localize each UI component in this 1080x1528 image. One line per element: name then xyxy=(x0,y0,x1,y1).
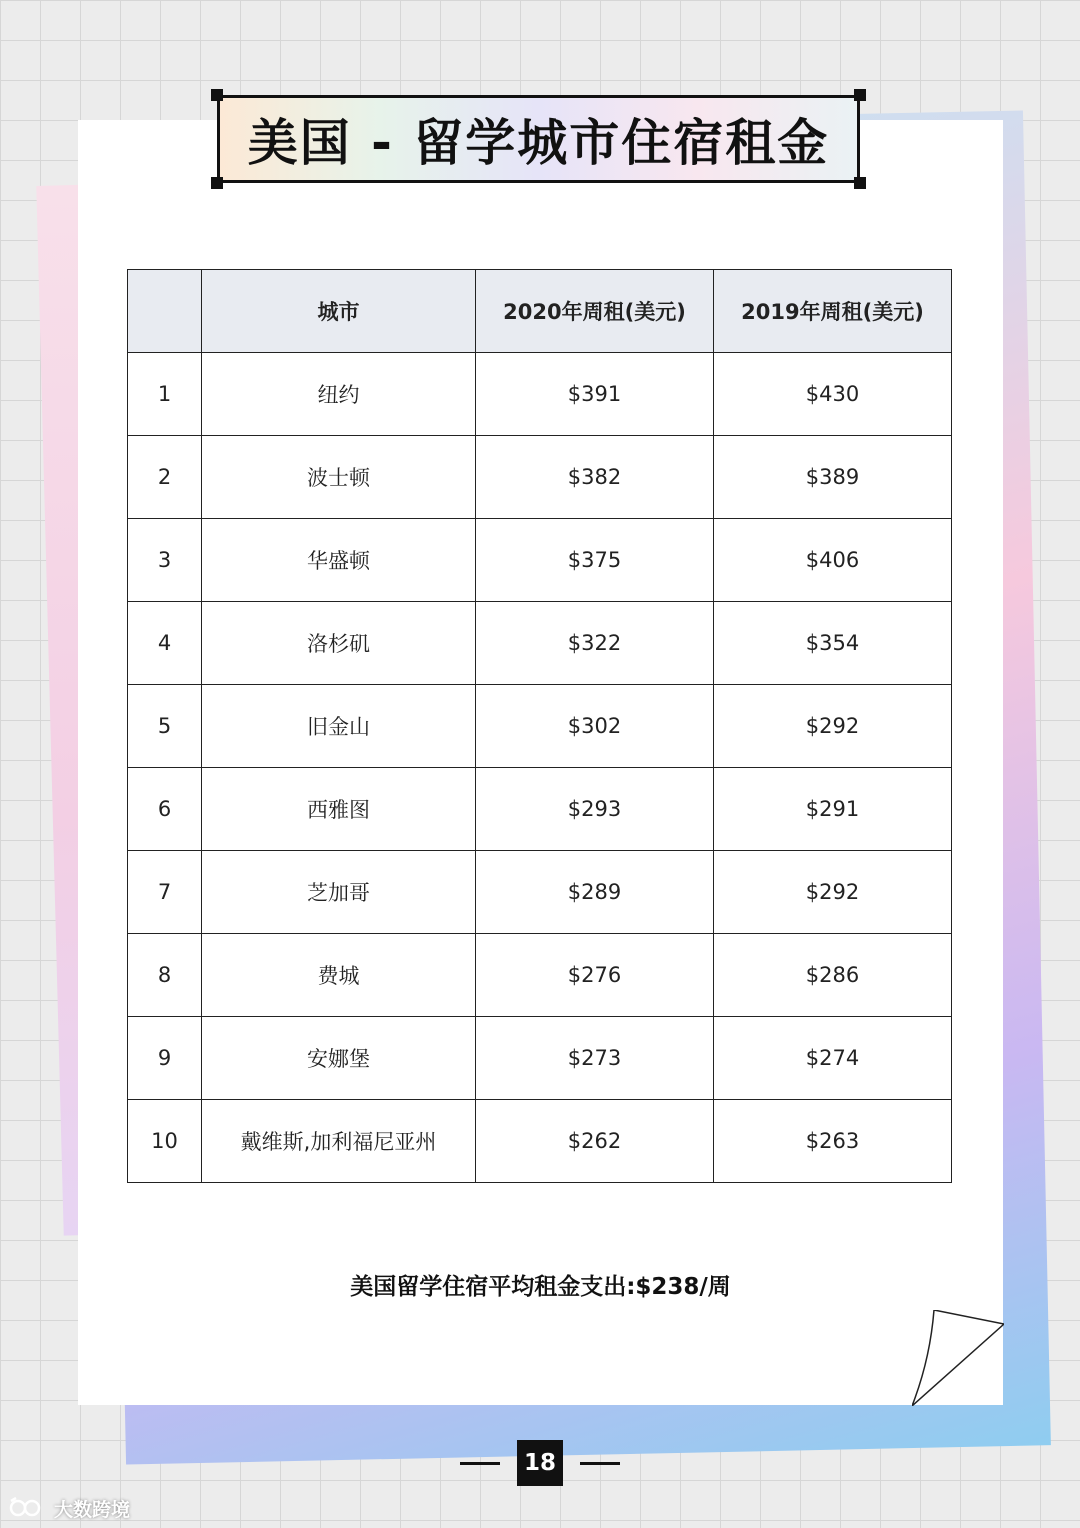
table-header-row xyxy=(128,270,952,353)
page-curl-icon xyxy=(912,1310,1004,1406)
rank-cell: 3 xyxy=(128,519,202,602)
rank-cell: 8 xyxy=(128,934,202,1017)
table-row xyxy=(128,851,952,934)
rent-2019-cell: $406 xyxy=(714,519,952,602)
rank-cell: 7 xyxy=(128,851,202,934)
city-cell: 华盛顿 xyxy=(202,519,476,602)
table-row xyxy=(128,602,952,685)
rent-2020-cell: $382 xyxy=(476,436,714,519)
page-number-badge: 18 xyxy=(517,1440,563,1486)
page-title-box xyxy=(217,95,860,183)
rent-2020-cell: $276 xyxy=(476,934,714,1017)
rent-2020-cell: $293 xyxy=(476,768,714,851)
header-rank xyxy=(128,270,202,353)
rent-2020-cell: $262 xyxy=(476,1100,714,1183)
city-cell: 费城 xyxy=(202,934,476,1017)
city-cell: 洛杉矶 xyxy=(202,602,476,685)
rank-cell: 5 xyxy=(128,685,202,768)
rent-2019-cell: $389 xyxy=(714,436,952,519)
header-rent-2019: 2019年周租(美元) xyxy=(714,270,952,353)
header-rent-2020: 2020年周租(美元) xyxy=(476,270,714,353)
rent-table xyxy=(127,269,952,1183)
city-cell: 旧金山 xyxy=(202,685,476,768)
rent-2020-cell: $302 xyxy=(476,685,714,768)
table-row xyxy=(128,768,952,851)
rent-2020-cell: $289 xyxy=(476,851,714,934)
table-row xyxy=(128,436,952,519)
rent-2019-cell: $292 xyxy=(714,685,952,768)
source-watermark xyxy=(8,1494,130,1522)
city-cell: 安娜堡 xyxy=(202,1017,476,1100)
source-label: 大数跨境 xyxy=(54,1498,131,1521)
rank-cell: 1 xyxy=(128,353,202,436)
rent-2019-cell: $430 xyxy=(714,353,952,436)
rank-cell: 2 xyxy=(128,436,202,519)
title-corner-top-left xyxy=(211,89,223,101)
rent-2019-cell: $274 xyxy=(714,1017,952,1100)
city-cell: 纽约 xyxy=(202,353,476,436)
rent-2020-cell: $391 xyxy=(476,353,714,436)
table-row xyxy=(128,353,952,436)
table-row xyxy=(128,685,952,768)
title-corner-bottom-left xyxy=(211,177,223,189)
page-number-dash-left xyxy=(460,1462,500,1465)
rank-cell: 4 xyxy=(128,602,202,685)
rent-2019-cell: $292 xyxy=(714,851,952,934)
rank-cell: 9 xyxy=(128,1017,202,1100)
title-corner-top-right xyxy=(854,89,866,101)
rent-2019-cell: $354 xyxy=(714,602,952,685)
rent-2020-cell: $273 xyxy=(476,1017,714,1100)
city-cell: 芝加哥 xyxy=(202,851,476,934)
table-row xyxy=(128,934,952,1017)
city-cell: 戴维斯,加利福尼亚州 xyxy=(202,1100,476,1183)
average-rent-note: 美国留学住宿平均租金支出:$238/周 xyxy=(350,1274,731,1300)
rank-cell: 10 xyxy=(128,1100,202,1183)
table-row xyxy=(128,1017,952,1100)
page-number-dash-right xyxy=(580,1462,620,1465)
rent-2020-cell: $322 xyxy=(476,602,714,685)
title-corner-bottom-right xyxy=(854,177,866,189)
table-row xyxy=(128,519,952,602)
rent-2019-cell: $291 xyxy=(714,768,952,851)
city-cell: 波士顿 xyxy=(202,436,476,519)
source-logo-icon xyxy=(8,1497,48,1519)
city-cell: 西雅图 xyxy=(202,768,476,851)
rent-2019-cell: $263 xyxy=(714,1100,952,1183)
rent-2019-cell: $286 xyxy=(714,934,952,1017)
rent-2020-cell: $375 xyxy=(476,519,714,602)
table-row xyxy=(128,1100,952,1183)
rank-cell: 6 xyxy=(128,768,202,851)
header-city: 城市 xyxy=(202,270,476,353)
page-title: 美国 - 留学城市住宿租金 xyxy=(247,114,830,172)
